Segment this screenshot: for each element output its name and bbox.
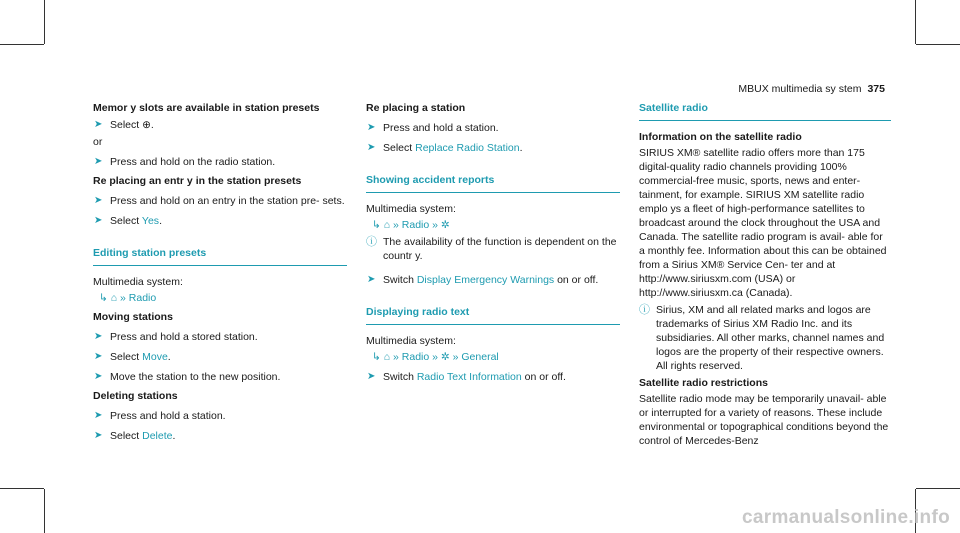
path-arrow-icon: ↳ (372, 219, 381, 231)
step-text: Switch (383, 371, 417, 383)
displaying-radio-text-heading: Displaying radio text (366, 305, 620, 325)
note-text: The availability of the function is dependent on the countr y. (383, 236, 617, 262)
double-chevron-icon: » (452, 351, 459, 363)
double-chevron-icon: » (120, 292, 126, 304)
arrow-right-icon: ➤ (367, 142, 376, 153)
settings-icon: ✲ (440, 351, 450, 363)
arrow-right-icon: ➤ (367, 371, 376, 382)
step-item (93, 350, 347, 364)
delete-option: Delete (142, 430, 173, 442)
double-chevron-icon: » (393, 351, 399, 363)
crop-mark (44, 0, 45, 44)
moving-stations-heading: Moving stations (93, 311, 173, 323)
nav-path (366, 218, 620, 232)
multimedia-system-label: Multimedia system: (93, 276, 183, 288)
step-suffix: . (150, 119, 154, 131)
crop-mark (44, 489, 45, 533)
note-text: Sirius, XM and all related marks and logos are trademarks of Sirius XM Radio Inc. and its subsidiaries. All other marks, channel names and logos are the property of their respective owners. All rights reserved. (656, 304, 885, 372)
step-item (366, 273, 620, 287)
info-satellite-heading: Information on the satellite radio (639, 131, 802, 143)
step-text: Press and hold a stored station. (110, 331, 258, 343)
header-title: MBUX multimedia sy stem (738, 83, 862, 95)
info-paragraph: SIRIUS XM® satellite radio offers more than 175 digital-quality radio channels providing 100% commercial-free music, sports, news and enter‐ tainment, for example. SIRIUS XM satellite radio emplo ys a fleet of high-performance satellites to broadcast around the clock throughout the USA and Canada. The satellite radio program is avail‐ able for a monthly fee. Information about this can be obtained from a Sirius XM® Service Cen‐ ter and at http://www.siriusxm.com (USA) or http://www.siriusxm.ca (Canada). (639, 147, 887, 299)
arrow-right-icon: ➤ (94, 119, 103, 130)
home-icon: ⌂ (110, 292, 118, 304)
step-item (93, 330, 347, 344)
arrow-right-icon: ➤ (94, 430, 103, 441)
arrow-right-icon: ➤ (94, 371, 103, 382)
editing-presets-heading: Editing station presets (93, 246, 347, 266)
page-number: 375 (867, 83, 885, 95)
page-header (738, 82, 885, 96)
step-text: Press and hold a station. (383, 122, 499, 134)
path-arrow-icon: ↳ (99, 292, 108, 304)
yes-option: Yes (141, 215, 160, 227)
step-item (93, 155, 347, 169)
replacing-entry-heading: Re placing an entr y in the station presets (93, 175, 302, 187)
arrow-right-icon: ➤ (94, 351, 103, 362)
move-option: Move (142, 351, 168, 363)
arrow-right-icon: ➤ (94, 331, 103, 342)
add-symbol-icon: ⊕ (142, 119, 151, 131)
nav-path (93, 291, 347, 305)
step-item (366, 141, 620, 155)
info-icon: ⓘ (639, 304, 650, 316)
step-suffix: . (519, 142, 523, 154)
crop-mark (0, 44, 44, 45)
restrictions-heading: Satellite radio restrictions (639, 377, 768, 389)
deleting-stations-heading: Deleting stations (93, 390, 178, 402)
double-chevron-icon: » (393, 219, 399, 231)
settings-icon: ✲ (440, 219, 450, 231)
info-note (639, 303, 891, 373)
step-item (93, 429, 347, 443)
step-text: Select (110, 430, 143, 442)
arrow-right-icon: ➤ (367, 122, 376, 133)
crop-mark (916, 488, 960, 489)
step-item (93, 194, 347, 208)
or-text: or (93, 136, 103, 148)
step-text: Move the station to the new position. (110, 371, 281, 383)
crop-mark (915, 0, 916, 44)
nav-radio: Radio (401, 351, 430, 363)
step-text: Select (110, 351, 143, 363)
step-suffix: . (159, 215, 162, 227)
nav-path (366, 350, 620, 364)
nav-radio: Radio (401, 219, 430, 231)
path-arrow-icon: ↳ (372, 351, 381, 363)
arrow-right-icon: ➤ (94, 156, 103, 167)
crop-mark (916, 44, 960, 45)
home-icon: ⌂ (383, 351, 391, 363)
accident-reports-heading: Showing accident reports (366, 173, 620, 193)
arrow-right-icon: ➤ (94, 195, 103, 206)
info-note (366, 235, 620, 263)
step-text: Select (383, 142, 416, 154)
step-text: Press and hold on the radio station. (110, 156, 276, 168)
step-text: Switch (383, 274, 417, 286)
step-suffix: . (167, 351, 171, 363)
arrow-right-icon: ➤ (94, 215, 103, 226)
crop-mark (0, 488, 44, 489)
step-item (366, 121, 620, 135)
multimedia-system-label: Multimedia system: (366, 335, 456, 347)
display-emergency-warnings-option: Display Emergency Warnings (416, 274, 555, 286)
multimedia-system-label: Multimedia system: (366, 203, 456, 215)
double-chevron-icon: » (432, 351, 438, 363)
replacing-station-heading: Re placing a station (366, 102, 466, 114)
column-right (639, 101, 891, 448)
nav-general: General (461, 351, 499, 363)
replace-radio-station-option: Replace Radio Station (415, 142, 520, 154)
step-suffix: . (172, 430, 176, 442)
home-icon: ⌂ (383, 219, 391, 231)
restrictions-paragraph: Satellite radio mode may be temporarily unavail‐ able or interrupted for a variety of reasons. These include environmental or topographical conditions beyond the control of Mercedes-Benz (639, 393, 889, 447)
nav-radio: Radio (128, 292, 157, 304)
info-icon: ⓘ (366, 236, 377, 248)
step-text: Press and hold a station. (110, 410, 226, 422)
arrow-right-icon: ➤ (94, 410, 103, 421)
column-middle (366, 101, 620, 384)
double-chevron-icon: » (432, 219, 438, 231)
step-item (93, 370, 347, 384)
memory-slots-heading: Memor y slots are available in station presets (93, 102, 320, 114)
radio-text-information-option: Radio Text Information (416, 371, 522, 383)
step-item (93, 118, 347, 132)
step-text: Press and hold on an entry in the station pre‐ sets. (110, 195, 345, 207)
step-item (93, 214, 347, 228)
step-suffix: on or off. (554, 274, 599, 286)
satellite-radio-heading: Satellite radio (639, 101, 891, 121)
arrow-right-icon: ➤ (367, 274, 376, 285)
watermark: carmanualsonline.info (742, 507, 950, 528)
step-text: Select (110, 119, 143, 131)
step-item (366, 370, 620, 384)
column-left (93, 101, 347, 443)
step-item (93, 409, 347, 423)
step-suffix: on or off. (521, 371, 566, 383)
step-text: Select (110, 215, 142, 227)
